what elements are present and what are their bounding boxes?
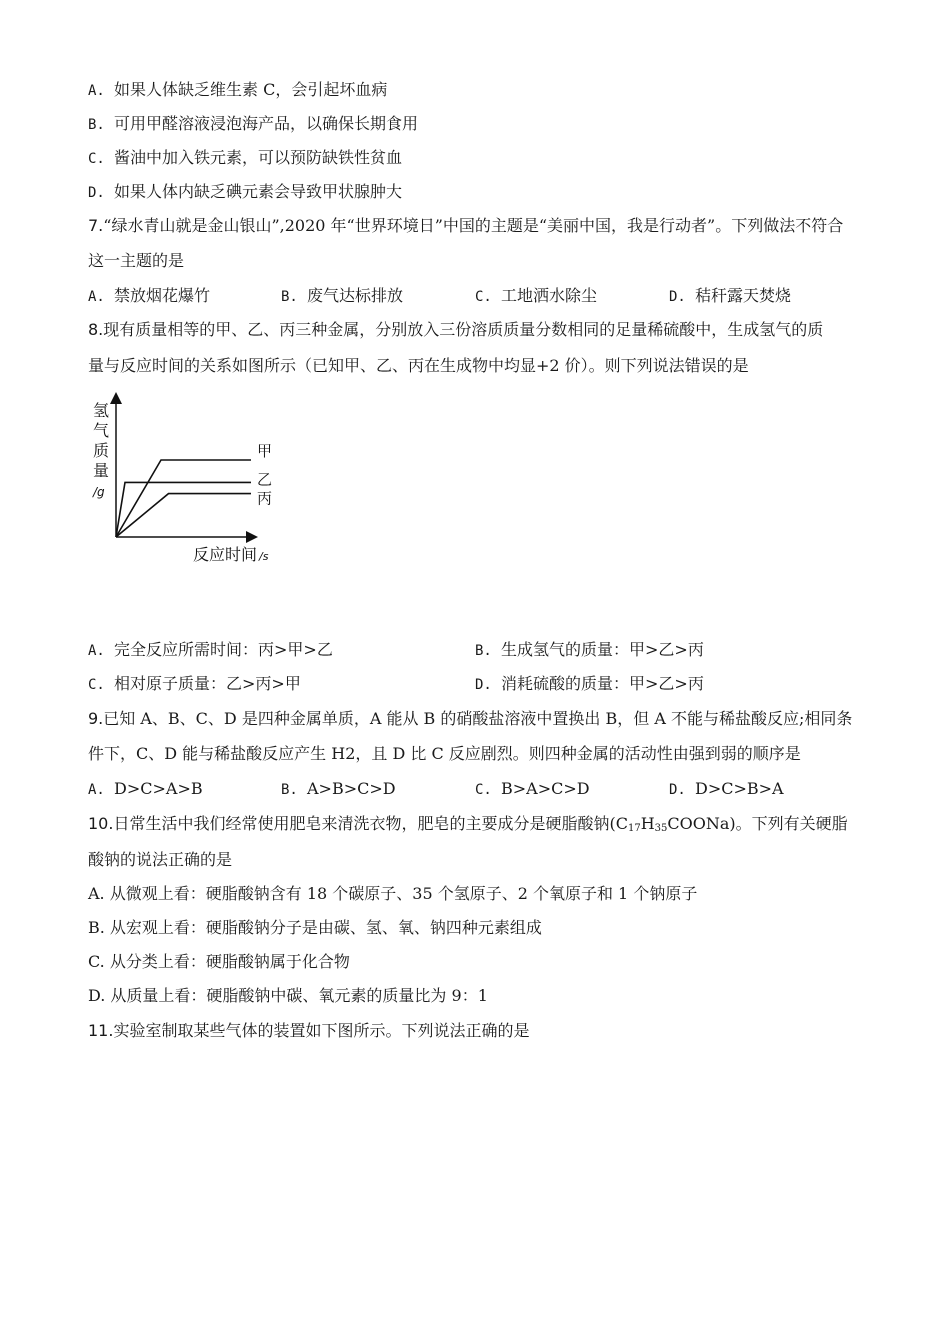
x-axis-label: 反应时间 xyxy=(193,545,258,564)
q10-option-b: B. 从宏观上看：硬脂酸钠分子是由碳、氢、氧、钠四种元素组成 xyxy=(88,918,542,937)
option-label: B. xyxy=(475,643,492,659)
option-text: 完全反应所需时间：丙>甲>乙 xyxy=(114,640,333,659)
q8-option-c xyxy=(88,674,301,695)
y-axis-label-char: 气 xyxy=(93,421,110,440)
q9-option-c xyxy=(475,779,590,800)
option-label: D. xyxy=(669,782,686,798)
q8-option-a xyxy=(88,640,333,661)
q9-stem-line2: 件下，C、D 能与稀盐酸反应产生 H2，且 D 比 C 反应剧烈。则四种金属的活动性由强到弱的顺序是 xyxy=(88,744,801,763)
q7-option-c xyxy=(475,286,597,307)
option-text: 消耗硫酸的质量：甲>乙>丙 xyxy=(501,674,704,693)
question-text-tail: COONa)。下列有关硬脂 xyxy=(667,814,848,833)
q10-option-d: D. 从质量上看：硬脂酸钠中碳、氧元素的质量比为 9：1 xyxy=(88,986,488,1005)
question-text: “绿水青山就是金山银山”,2020 年“世界环境日”中国的主题是“美丽中国，我是行动者”。下列做法不符合 xyxy=(103,216,844,235)
option-text: 如果人体内缺乏碘元素会导致甲状腺肿大 xyxy=(114,182,403,201)
formula-h: H xyxy=(640,814,655,833)
question-number: 7. xyxy=(88,216,104,235)
option-label: D. xyxy=(88,185,105,201)
formula-subscript: 17 xyxy=(627,823,641,834)
series-label: 丙 xyxy=(257,489,273,508)
option-label: B. xyxy=(281,289,298,305)
q9-option-b xyxy=(281,779,396,800)
option-text: 禁放烟花爆竹 xyxy=(114,286,211,305)
q10-option-c: C. 从分类上看：硬脂酸钠属于化合物 xyxy=(88,952,350,971)
series-label: 乙 xyxy=(257,470,273,489)
option-text: D>C>B>A xyxy=(695,779,784,798)
question-text: 日常生活中我们经常使用肥皂来清洗衣物，肥皂的主要成分是硬脂酸钠(C xyxy=(113,814,628,833)
q6-option-a xyxy=(88,80,387,101)
q7-stem-line1 xyxy=(88,216,843,236)
series-label: 甲 xyxy=(257,442,273,460)
y-axis-unit: /g xyxy=(93,485,105,499)
y-axis-label-char: 量 xyxy=(93,461,110,480)
option-label: D. xyxy=(475,677,492,693)
q8-stem-line1 xyxy=(88,320,823,340)
y-axis-label-char: 氢 xyxy=(93,401,110,420)
y-axis-label-char: 质 xyxy=(93,441,110,460)
option-label: A. xyxy=(88,83,105,99)
q8-option-b xyxy=(475,640,704,661)
q11-stem xyxy=(88,1021,529,1041)
option-text: 工地洒水除尘 xyxy=(501,286,598,305)
option-label: C. xyxy=(88,677,105,693)
q6-option-c xyxy=(88,148,402,169)
option-text: D>C>A>B xyxy=(114,779,203,798)
question-number: 10. xyxy=(88,814,114,833)
question-text: 已知 A、B、C、D 是四种金属单质，A 能从 B 的硝酸盐溶液中置换出 B，但 A 不能与稀盐酸反应;相同条 xyxy=(103,709,853,728)
q10-stem-line1 xyxy=(88,814,848,839)
series-line xyxy=(116,494,251,537)
option-text: 如果人体缺乏维生素 C，会引起坏血病 xyxy=(114,80,388,99)
option-text: 废气达标排放 xyxy=(307,286,404,305)
q8-option-d xyxy=(475,674,704,695)
formula-subscript: 35 xyxy=(654,823,668,834)
q7-option-a xyxy=(88,286,210,307)
question-number: 11. xyxy=(88,1021,114,1040)
option-label: D. xyxy=(669,289,686,305)
option-label: C. xyxy=(88,151,105,167)
option-text: 生成氢气的质量：甲>乙>丙 xyxy=(501,640,704,659)
q9-option-d xyxy=(669,779,784,800)
q9-stem-line1 xyxy=(88,709,852,729)
option-text: 相对原子质量：乙>丙>甲 xyxy=(114,674,301,693)
option-label: A. xyxy=(88,643,105,659)
x-axis-unit: /s xyxy=(259,550,269,563)
q7-option-d xyxy=(669,286,791,307)
question-number: 9. xyxy=(88,709,104,728)
option-text: B>A>C>D xyxy=(501,779,590,798)
option-label: B. xyxy=(281,782,298,798)
q7-option-b xyxy=(281,286,403,307)
option-label: A. xyxy=(88,782,105,798)
option-label: B. xyxy=(88,117,105,133)
option-text: 可用甲醛溶液浸泡海产品，以确保长期食用 xyxy=(114,114,419,133)
q9-option-a xyxy=(88,779,203,800)
option-label: A. xyxy=(88,289,105,305)
q6-option-b xyxy=(88,114,418,135)
option-label: C. xyxy=(475,782,492,798)
q6-option-d xyxy=(88,182,402,203)
question-number: 8. xyxy=(88,320,104,339)
option-label: C. xyxy=(475,289,492,305)
q10-stem-line2: 酸钠的说法正确的是 xyxy=(88,850,233,869)
q7-stem-line2: 这一主题的是 xyxy=(88,251,185,270)
question-text: 现有质量相等的甲、乙、丙三种金属，分别放入三份溶质质量分数相同的足量稀硫酸中，生成氢气的质 xyxy=(103,320,824,339)
series-line xyxy=(116,482,251,537)
question-text: 实验室制取某些气体的装置如下图所示。下列说法正确的是 xyxy=(113,1021,530,1040)
option-text: 酱油中加入铁元素，可以预防缺铁性贫血 xyxy=(114,148,403,167)
option-text: 秸秆露天焚烧 xyxy=(695,286,792,305)
option-text: A>B>C>D xyxy=(307,779,396,798)
hydrogen-mass-chart xyxy=(85,390,285,570)
q10-option-a: A. 从微观上看：硬脂酸钠含有 18 个碳原子、35 个氢原子、2 个氧原子和 1 个钠原子 xyxy=(88,884,698,903)
series-line xyxy=(116,460,251,537)
q8-stem-line2: 量与反应时间的关系如图所示（已知甲、乙、丙在生成物中均显+2 价）。则下列说法错误的是 xyxy=(88,356,749,375)
